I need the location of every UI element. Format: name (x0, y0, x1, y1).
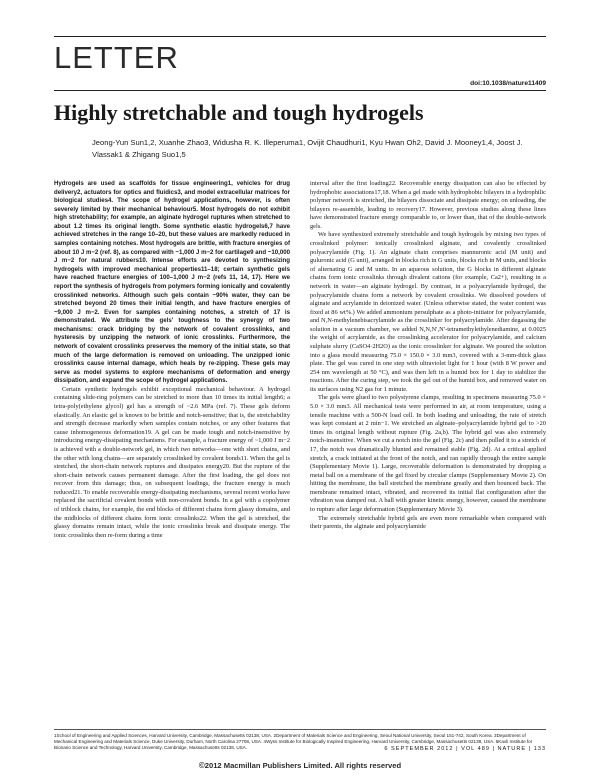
header-rule (54, 36, 546, 37)
left-column (54, 180, 290, 540)
title-rule (54, 90, 546, 91)
article-title: Highly stretchable and tough hydrogels (54, 100, 424, 125)
author-list: Jeong-Yun Sun1,2, Xuanhe Zhao3, Widusha R. K. Illeperuma1, Ovijit Chaudhuri1, Kyu Hwan Oh2, David J. Mooney1,4, Joost J. Vlassak1 & Zhigang Suo1,5 (92, 138, 523, 159)
body-paragraph: We have synthesized extremely stretchable and tough hydrogels by mixing two types of crosslinked polymer: ionically crosslinked alginate, and covalently crosslinked polyacrylamide (Fig. 1). An alginate chain comprises mannuronic acid (M unit) and guluronic acid (G unit), arranged in blocks rich in G units, blocks rich in M units, and blocks of alternating G and M units. In an aqueous solution, the G blocks in different alginate chains form ionic crosslinks through divalent cations (for example, Ca2+), resulting in a network in water—an alginate hydrogel. By contrast, in a polyacrylamide hydrogel, the polyacrylamide chains form a network by covalent crosslinks. We dissolved powders of alginate and acrylamide in deionized water. (Unless otherwise stated, the water content was fixed at 86 wt%.) We added ammonium persulphate as a photo-initiator for polyacrylamide, and N,N-methylenebisacrylamide as the crosslinker for polyacrylamide. After degassing the solution in a vacuum chamber, we added N,N,N′,N′-tetramethylethylenediamine, at 0.0025 the weight of acrylamide, as the crosslinking accelerator for polyacrylamide, and calcium sulphate slurry (CaSO4·2H2O) as the ionic crosslinker for alginate. We poured the solution into a glass mould measuring 75.0 × 150.0 × 3.0 mm3, covered with a 3-mm-thick glass plate. The gel was cured in one step with ultraviolet light for 1 hour (with 8 W power and 254 nm wavelength at 50 °C), and was then left in a humid box for 1 day to stabilize the reactions. After the curing step, we took the gel out of the humid box, and removed water on its surfaces using N2 gas for 1 minute. (310, 231, 546, 393)
body-paragraph: The gels were glued to two polystyrene clamps, resulting in specimens measuring 75.0 × 5.0 × 3.0 mm3. All mechanical tests were performed in air, at room temperature, using a tensile machine with a 500-N load cell. In both loading and unloading, the rate of stretch was kept constant at 2 min−1. We stretched an alginate–polyacrylamide hybrid gel to >20 times its original length without rupture (Fig. 2a,b). The hybrid gel was also extremely notch-insensitive. When we cut a notch into the gel (Fig. 2c) and then pulled it to a stretch of 17, the notch was dramatically blunted and remained stable (Fig. 2d). At a critical applied stretch, a crack initiated at the front of the notch, and ran rapidly through the entire sample (Supplementary Movie 1). Large, recoverable deformation is demonstrated by dropping a metal ball on a membrane of the gel fixed by circular clamps (Supplementary Movie 2). On hitting the membrane, the ball stretched the membrane greatly and then bounced back. The membrane remained intact, vibrated, and recovered its initial flat configuration after the vibration was damped out. A ball with greater kinetic energy, however, caused the membrane to rupture after large deformation (Supplementary Movie 3). (310, 394, 546, 513)
abstract: Hydrogels are used as scaffolds for tissue engineering1, vehicles for drug delivery2, actuators for optics and fluidics3, and model extracellular matrices for biological studies4. The scope of hydrogel applications, however, is often severely limited by their mechanical behaviour5. Most hydrogels do not exhibit high stretchability; for example, an alginate hydrogel ruptures when stretched to about 1.2 times its original length. Some synthetic elastic hydrogels6,7 have achieved stretches in the range 10–20, but these values are markedly reduced in samples containing notches. Most hydrogels are brittle, with fracture energies of about 10 J m−2 (ref. 8), as compared with ~1,000 J m−2 for cartilage9 and ~10,000 J m−2 for natural rubbers10. Intense efforts are devoted to synthesizing hydrogels with improved mechanical properties11–18; certain synthetic gels have reached fracture energies of 100–1,000 J m−2 (refs 11, 14, 17). Here we report the synthesis of hydrogels from polymers forming ionically and covalently crosslinked networks. Although such gels contain ~90% water, they can be stretched beyond 20 times their initial length, and have fracture energies of ~9,000 J m−2. Even for samples containing notches, a stretch of 17 is demonstrated. We attribute the gels' toughness to the synergy of two mechanisms: crack bridging by the network of covalent crosslinks, and hysteresis by unzipping the network of ionic crosslinks. Furthermore, the network of covalent crosslinks preserves the memory of the initial state, so that much of the large deformation is removed on unloading. The unzipped ionic crosslinks cause internal damage, which heals by re-zipping. These gels may serve as model systems to explore mechanisms of deformation and energy dissipation, and expand the scope of hydrogel applications. (54, 180, 290, 385)
affiliations-footnote: 1School of Engineering and Applied Sciences, Harvard University, Cambridge, Massachusetts 02138, USA. 2Department of Materials Science and Engineering, Seoul National University, Seoul 151-742, South Korea. 3Department of Mechanical Engineering and Materials Science, Duke University, Durham, North Carolina 27708, USA. 4Wyss Institute for Biologically Inspired Engineering, Harvard University, Cambridge, Massachusetts 02138, USA. 5Kavli Institute for Bionano Science and Technology, Harvard University, Cambridge, Massachusetts 02138, USA. (54, 729, 546, 751)
body-paragraph: Certain synthetic hydrogels exhibit exceptional mechanical behaviour. A hydrogel containing slide-ring polymers can be stretched to more than 10 times its initial length6; a tetra-poly(ethylene glycol) gel has a strength of ~2.6 MPa (ref. 7). These gels deform elastically. An elastic gel is known to be brittle and notch-sensitive; that is, the stretchability and strength decrease markedly when samples contain notches, or any other features that cause inhomogeneous deformation19. A gel can be made tough and notch-insensitive by introducing energy-dissipating mechanisms. For example, a fracture energy of ~1,000 J m−2 is achieved with a double-network gel, in which two networks—one with short chains, and the other with long chains—are separately crosslinked by covalent bonds11. When the gel is stretched, the short-chain network ruptures and dissipates energy20. But the rupture of the short-chain network causes permanent damage. After the first loading, the gel does not recover from this damage; thus, on subsequent loadings, the fracture energy is much reduced21. To enable recoverable energy-dissipating mechanisms, several recent works have replaced the sacrificial covalent bonds with non-covalent bonds. In a gel with a copolymer of triblock chains, for example, the end blocks of different chains form glassy domains, and the midblocks of different chains form ionic crosslinks22. When the gel is stretched, the glassy domains remain intact, while the ionic crosslinks break and dissipate energy. The ionic crosslinks then re-form during a time (54, 385, 290, 539)
copyright-text: 2012 Macmillan Publishers Limited. All rights reserved (204, 761, 402, 770)
copyright-line (0, 761, 600, 770)
issue-footer: 6 SEPTEMBER 2012 | VOL 489 | NATURE | 133 (384, 746, 546, 752)
right-column (310, 180, 546, 532)
doi-line[interactable]: doi:10.1038/nature11409 (470, 80, 546, 87)
body-paragraph-continued: interval after the first loading22. Recoverable energy dissipation can also be effected by hydrophobic associations17,18. When a gel made with hydrophobic bilayers in a hydrophilic polymer network is stretched, the bilayers dissociate and dissipate energy; on unloading, the bilayers re-assemble, leading to recovery17. However, previous studies along these lines have demonstrated fracture energy comparable to, or lower than, that of the double-network gels. (310, 180, 546, 230)
copyright-symbol: © (198, 761, 205, 770)
article-type-label: LETTER (54, 40, 179, 75)
body-paragraph: The extremely stretchable hybrid gels are even more remarkable when compared with their parents, the alginate and polyacrylamide (310, 514, 546, 531)
